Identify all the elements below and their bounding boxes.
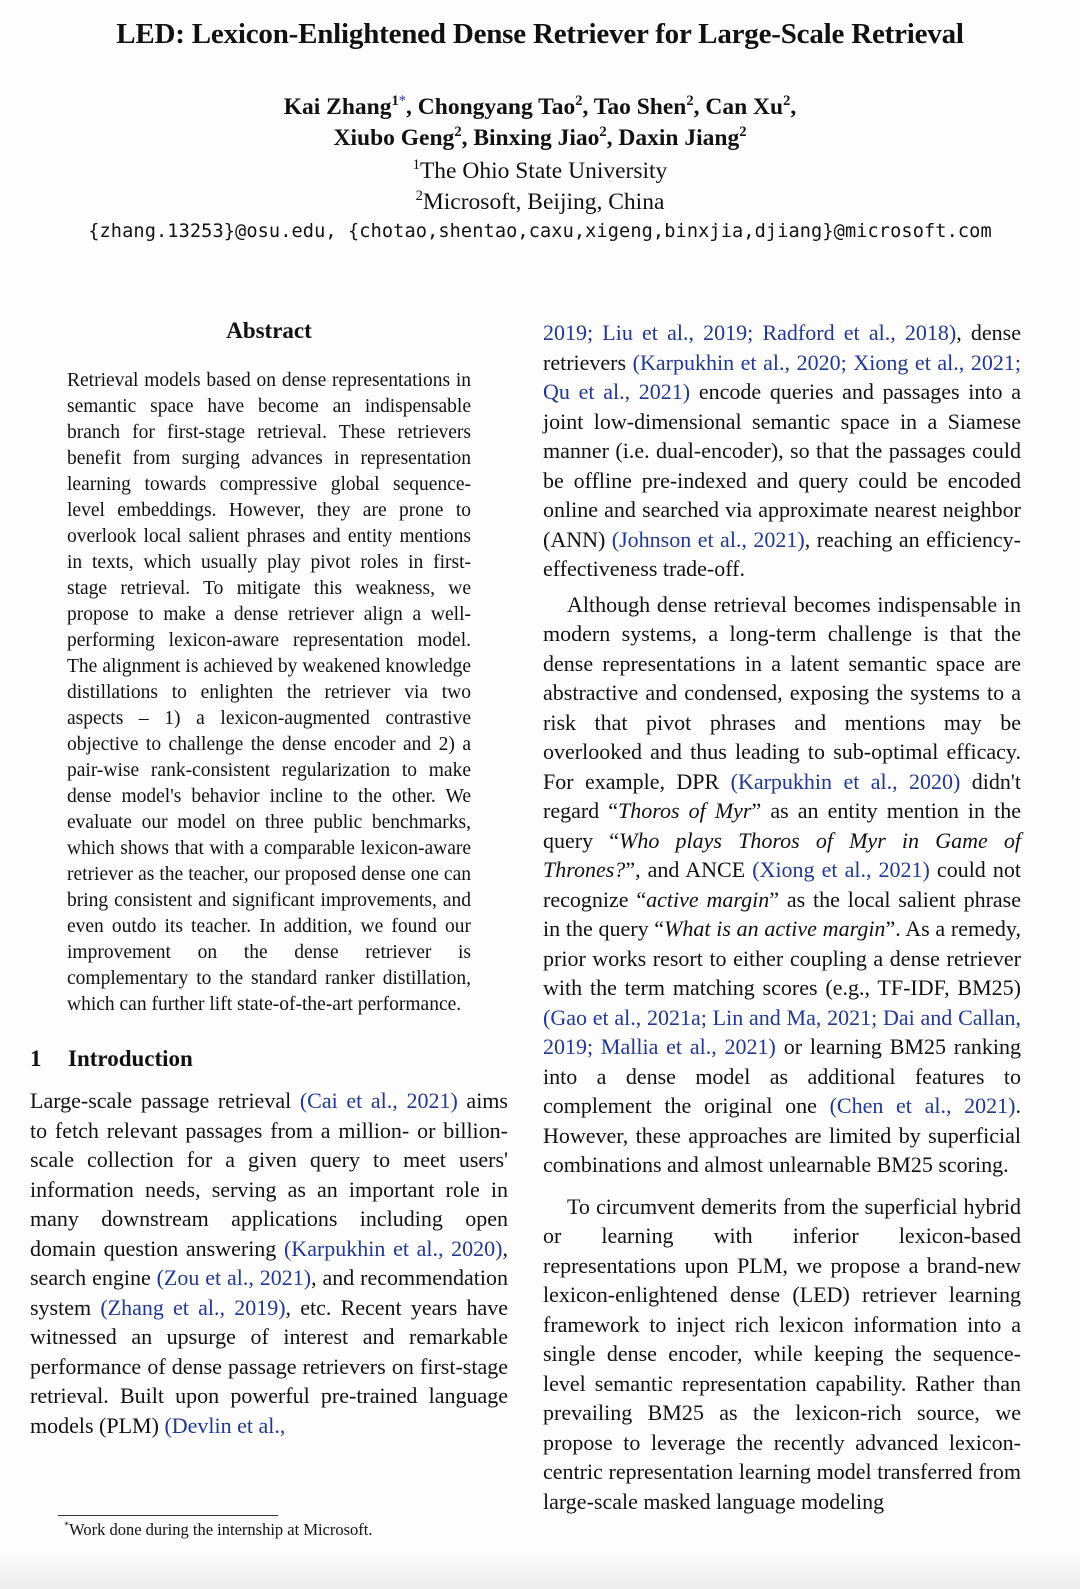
text-span: Large-scale passage retrieval (30, 1088, 300, 1113)
text-span: , etc. Recent years have witnessed an upsurge of interest and remarkable performance of dense passage retrievers on first-stage retrieval. Built upon powerful pre-trained language models (PLM) (30, 1294, 508, 1438)
section-heading-introduction (30, 1046, 508, 1072)
intro-paragraph-continued (543, 318, 1021, 584)
affiliation-mark: 1 (391, 92, 399, 109)
author-name: Xiubo Geng (333, 125, 455, 151)
text-span: . However, these approaches are limited by superficial combinations and almost unlearnable BM25 scoring. (543, 1093, 1021, 1177)
author-name: , Can Xu (693, 94, 784, 120)
footnote-text: Work done during the internship at Microsoft. (69, 1520, 373, 1539)
text-span: , dense retrievers (543, 320, 1021, 375)
intro-paragraph-1 (30, 1086, 508, 1440)
abstract-text: Retrieval models based on dense representations in semantic space have become an indispensable branch for first-stage retrieval. These retrievers benefit from surging advances in representation learning towards compressive global sequence-level embeddings. However, they are prone to overlook local salient phrases and entity mentions in texts, which usually play pivot roles in first-stage retrieval. To mitigate this weakness, we propose to make a dense retriever align a well-performing lexicon-aware representation model. The alignment is achieved by weakened knowledge distillations to enlighten the retriever via two aspects – 1) a lexicon-augmented contrastive objective to challenge the dense encoder and 2) a pair-wise rank-consistent regularization to make dense model's behavior incline to the other. We evaluate our model on three public benchmarks, which shows that with a comparable lexicon-aware retriever as the teacher, our proposed dense one can bring consistent and significant improvements, and even outdo its teacher. In addition, we found our improvement on the dense retriever is complementary to the standard ranker distillation, which can further lift state-of-the-art performance. (67, 370, 471, 1015)
text-span: ” as the local salient phrase in the query “ (543, 886, 1021, 941)
author-line-2 (0, 123, 1080, 154)
section-number: 1 (30, 1046, 42, 1071)
affiliation-mark: 2 (739, 123, 747, 140)
text-span: , reaching an efficiency-effectiveness trade-off. (543, 526, 1021, 581)
citation-link[interactable]: (Xiong et al., 2021) (752, 857, 930, 882)
affiliations (0, 156, 1080, 218)
citation-link[interactable]: 2019; Liu et al., 2019; Radford et al., 2018) (543, 320, 957, 345)
citation-link[interactable]: (Karpukhin et al., 2020; Xiong et al., 2021; Qu et al., 2021) (543, 349, 1021, 404)
citation-link[interactable]: (Karpukhin et al., 2020) (730, 768, 961, 794)
author-name: Kai Zhang (283, 94, 392, 120)
abstract-heading: Abstract (226, 318, 312, 343)
affiliation-mark: 2 (454, 123, 462, 140)
text-span: could not recognize “ (543, 857, 1021, 912)
left-column (30, 318, 508, 1440)
text-span: ”. As a remedy, prior works resort to either coupling a dense retriever with the term matching scores (e.g., TF-IDF, BM25) (543, 916, 1021, 1000)
paper-title: LED: Lexicon-Enlightened Dense Retriever for Large-Scale Retrieval (116, 18, 964, 50)
footnote (64, 1520, 373, 1540)
author-emails: {zhang.13253}@osu.edu, {chotao,shentao,caxu,xigeng,binxjia,djiang}@microsoft.com (88, 221, 992, 242)
author-name: , Binxing Jiao (461, 125, 600, 151)
citation-link[interactable]: (Zhang et al., 2019) (100, 1294, 286, 1320)
footnote-link[interactable]: * (398, 92, 407, 109)
italic-text: Thoros of Myr (618, 798, 752, 823)
text-span: ” as an entity mention in the query “ (543, 798, 1021, 853)
affiliation-mark: 2 (599, 123, 607, 140)
text-span: didn't regard “ (543, 768, 1021, 823)
author-name: , Chongyang Tao (406, 94, 576, 120)
section-title: Introduction (68, 1046, 193, 1071)
text-span: Although dense retrieval becomes indispensable in modern systems, a long-term challenge is that the dense representations in a latent semantic space are abstractive and condensed, exposing the systems to a risk that pivot phrases and mentions may be overlooked and thus leading to sub-optimal efficacy. For example, DPR (543, 591, 1021, 794)
citation-link[interactable]: (Gao et al., 2021a; Lin and Ma, 2021; Dai and Callan, 2019; Mallia et al., 2021) (543, 1004, 1021, 1059)
footnote-rule (58, 1515, 278, 1516)
intro-paragraph-3 (543, 1192, 1021, 1517)
affiliation-2: $^2$Microsoft, Beijing, China (415, 187, 665, 215)
citation-link[interactable]: (Johnson et al., 2021) (611, 526, 805, 552)
citation-link[interactable]: (Zou et al., 2021) (156, 1265, 312, 1290)
text-span: To circumvent demerits from the superficial hybrid or learning with inferior lexicon-based representations upon PLM, we propose a brand-new lexicon-enlightened dense (LED) retriever learning framework to inject rich lexicon information into a single dense encoder, while keeping the sequence-level semantic representation capability. Rather than prevailing BM25 as the lexicon-rich source, we propose to leverage the recently advanced lexicon-centric representation learning model transferred from large-scale masked language modeling (543, 1193, 1021, 1514)
scan-shadow (0, 1549, 1080, 1589)
text-span: or learning BM25 ranking into a dense model as additional features to complement the original one (543, 1034, 1021, 1118)
text-span: ”, and ANCE (625, 857, 753, 882)
citation-link[interactable]: (Cai et al., 2021) (299, 1088, 458, 1113)
author-list (0, 92, 1080, 154)
right-column (543, 318, 1021, 1516)
footnote-mark: * (64, 1520, 70, 1532)
author-name: , Tao Shen (582, 94, 687, 120)
italic-text: What is an active margin (664, 916, 886, 941)
italic-text: Who plays Thoros of Myr in Game of Thrones? (543, 827, 1022, 882)
text-span: , search engine (30, 1235, 508, 1290)
affiliation-1: $^1$The Ohio State University (412, 156, 668, 184)
intro-paragraph-2 (543, 590, 1021, 1180)
text-span: , and recommendation system (30, 1265, 508, 1320)
text-span: aims to fetch relevant passages from a million- or billion-scale collection for a given query to meet users' information needs, serving as an important role in many downstream applications including open domain question answering (30, 1088, 508, 1261)
citation-link[interactable]: (Karpukhin et al., 2020) (283, 1235, 503, 1261)
affiliation-mark: 2 (686, 92, 694, 109)
author-name: , Daxin Jiang (606, 125, 740, 151)
author-name: , (790, 94, 797, 120)
italic-text: active margin (646, 886, 770, 912)
text-span: encode queries and passages into a joint low-dimensional semantic space in a Siamese manner (i.e. dual-encoder), so that the passages could be offline pre-indexed and query could be encoded online and searched via approximate nearest neighbor (ANN) (543, 379, 1021, 552)
affiliation-mark: 2 (783, 92, 791, 109)
citation-link[interactable]: (Chen et al., 2021) (829, 1093, 1016, 1118)
author-line-1 (0, 92, 1080, 123)
citation-link[interactable]: (Devlin et al., (164, 1412, 286, 1438)
affiliation-mark: 2 (575, 92, 583, 109)
